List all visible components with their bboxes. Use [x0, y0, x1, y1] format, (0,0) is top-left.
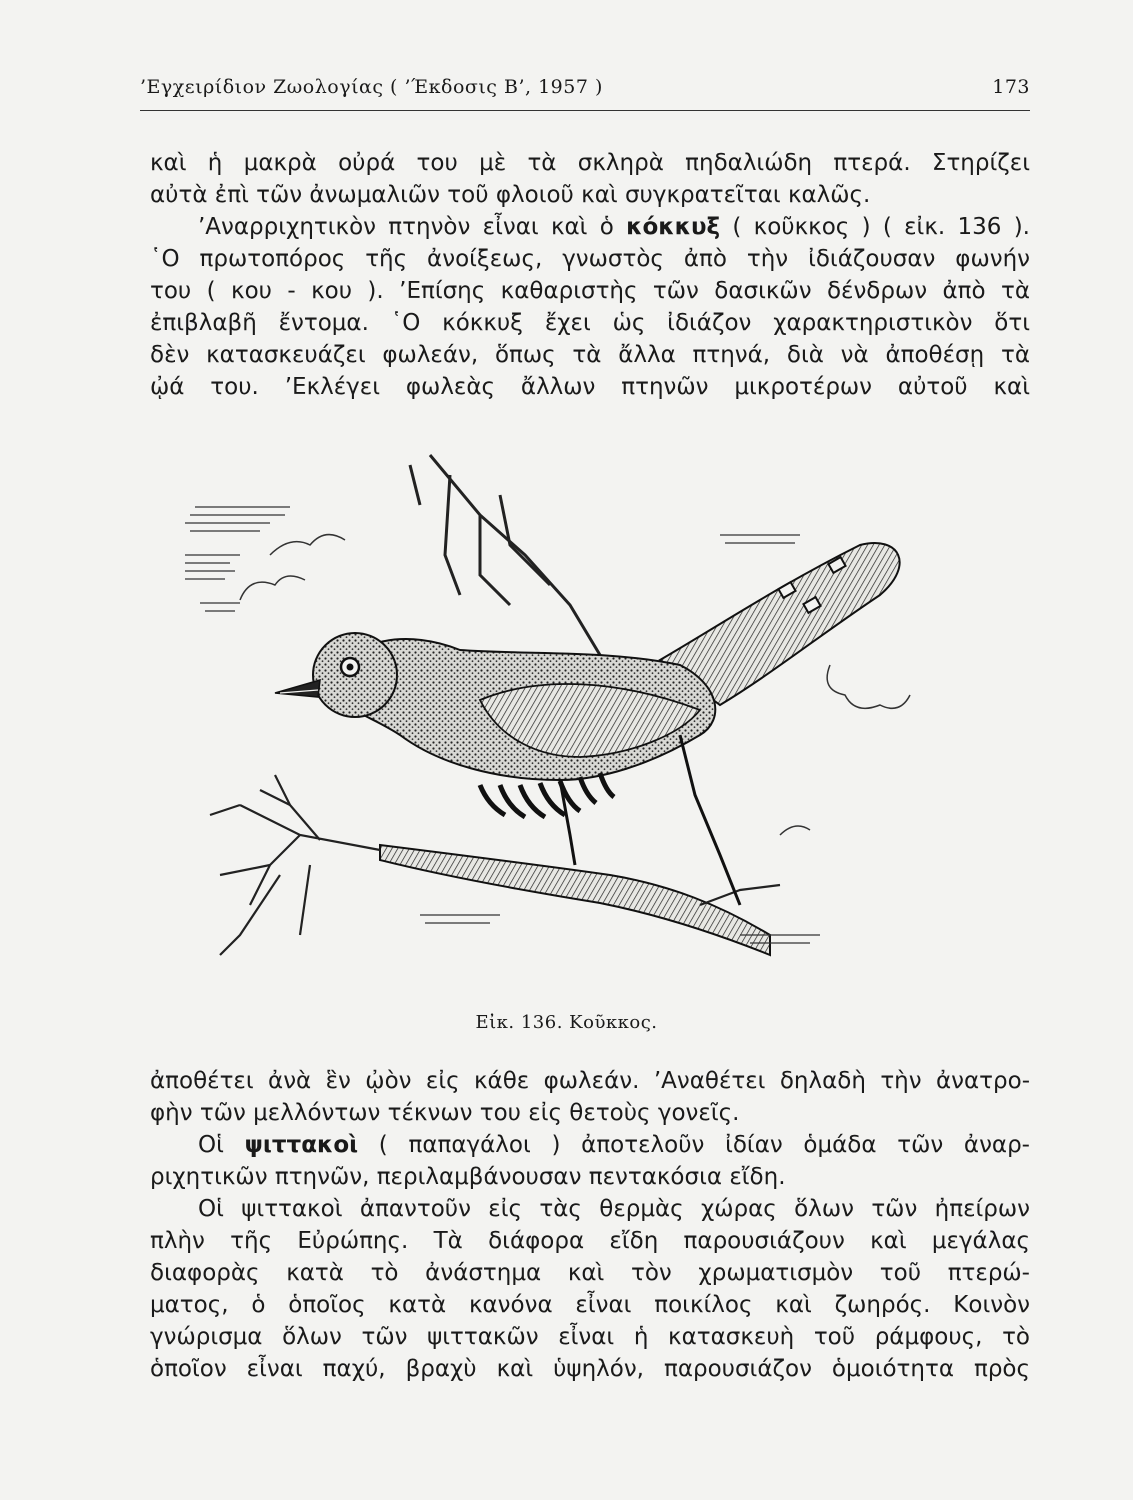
- cuckoo-illustration: [180, 435, 920, 995]
- text-line: φὴν τῶν μελλόντων τέκνων του εἰς θετοὺς γονεῖς.: [150, 1100, 740, 1126]
- figure-caption: Εἰκ. 136. Κοῦκκος.: [475, 1012, 658, 1033]
- running-header: [140, 70, 1030, 106]
- page-number: 173: [992, 76, 1030, 98]
- text-line: αὐτὰ ἐπὶ τῶν ἀνωμαλιῶν τοῦ φλοιοῦ καὶ συγκρατεῖται καλῶς.: [150, 182, 871, 208]
- text-line: γνώρισμα ὅλων τῶν ψιττακῶν εἶναι ἡ κατασκευὴ τοῦ ράμφους, τὸ: [150, 1324, 1030, 1350]
- text-line: δὲν κατασκευάζει φωλεάν, ὅπως τὰ ἄλλα πτηνά, διὰ νὰ ἀποθέσῃ τὰ: [150, 342, 1030, 368]
- upper-branch: [410, 455, 600, 655]
- text-line: πλὴν τῆς Εὐρώπης. Τὰ διάφορα εἴδη παρουσιάζουν καὶ μεγάλας: [150, 1228, 1030, 1254]
- term-psittakoi: ψιττακοὶ: [244, 1132, 359, 1158]
- text-line: Οἱ ψιττακοὶ ἀπαντοῦν εἰς τὰς θερμὰς χώρας ὅλων τῶν ἠπείρων: [198, 1196, 1030, 1222]
- text-line: του ( κου - κου ). ’Επίσης καθαριστὴς τῶν δασικῶν δένδρων ἀπὸ τὰ: [150, 278, 1030, 304]
- text-line: διαφορὰς κατὰ τὸ ἀνάστημα καὶ τὸν χρωματισμὸν τοῦ πτερώ-: [150, 1260, 1030, 1286]
- horizon-lines: [185, 507, 800, 611]
- bottom-paragraph: [150, 1065, 1030, 1385]
- text-line: ὁποῖον εἶναι παχύ, βραχὺ καὶ ὑψηλόν, παρουσιάζον ὁμοιότητα πρὸς: [150, 1356, 1030, 1382]
- header-rule: [140, 110, 1030, 111]
- text-line: ἀποθέτει ἀνὰ ἓν ᾠὸν εἰς κάθε φωλεάν. ’Αναθέτει δηλαδὴ τὴν ἀνατρο-: [150, 1068, 1030, 1094]
- beak: [275, 680, 320, 697]
- header-title: ’Εγχειρίδιον Ζωολογίας ( ’Έκδοσις Β’, 1957 ): [140, 76, 603, 98]
- text-line: καὶ ἡ μακρὰ οὐρά του μὲ τὰ σκληρὰ πηδαλιώδη πτερά. Στηρίζει: [150, 150, 1030, 176]
- text-line: Οἱ ψιττακοὶ ( παπαγάλοι ) ἀποτελοῦν ἰδίαν ὁμάδα τῶν ἀναρ-: [198, 1132, 1030, 1158]
- text-line: ἐπιβλαβῆ ἔντομα. ῾Ο κόκκυξ ἔχει ὡς ἰδιάζον χαρακτηριστικὸν ὅτι: [150, 310, 1030, 336]
- text-line: ριχητικῶν πτηνῶν, περιλαμβάνουσαν πεντακόσια εἴδη.: [150, 1164, 786, 1190]
- text-line: ’Αναρριχητικὸν πτηνὸν εἶναι καὶ ὁ κόκκυξ ( κοῦκκος ) ( εἰκ. 136 ).: [198, 214, 1030, 240]
- top-paragraph: [150, 147, 1030, 403]
- text-line: ῾Ο πρωτοπόρος τῆς ἀνοίξεως, γνωστὸς ἀπὸ τὴν ἰδιάζουσαν φωνήν: [150, 246, 1030, 272]
- text-line: ᾠά του. ’Εκλέγει φωλεὰς ἄλλων πτηνῶν μικροτέρων αὐτοῦ καὶ: [150, 374, 1030, 400]
- term-kokkyx: κόκκυξ: [626, 214, 721, 240]
- text-line: ματος, ὁ ὁποῖος κατὰ κανόνα εἶναι ποικίλος καὶ ζωηρός. Κοινὸν: [150, 1292, 1030, 1318]
